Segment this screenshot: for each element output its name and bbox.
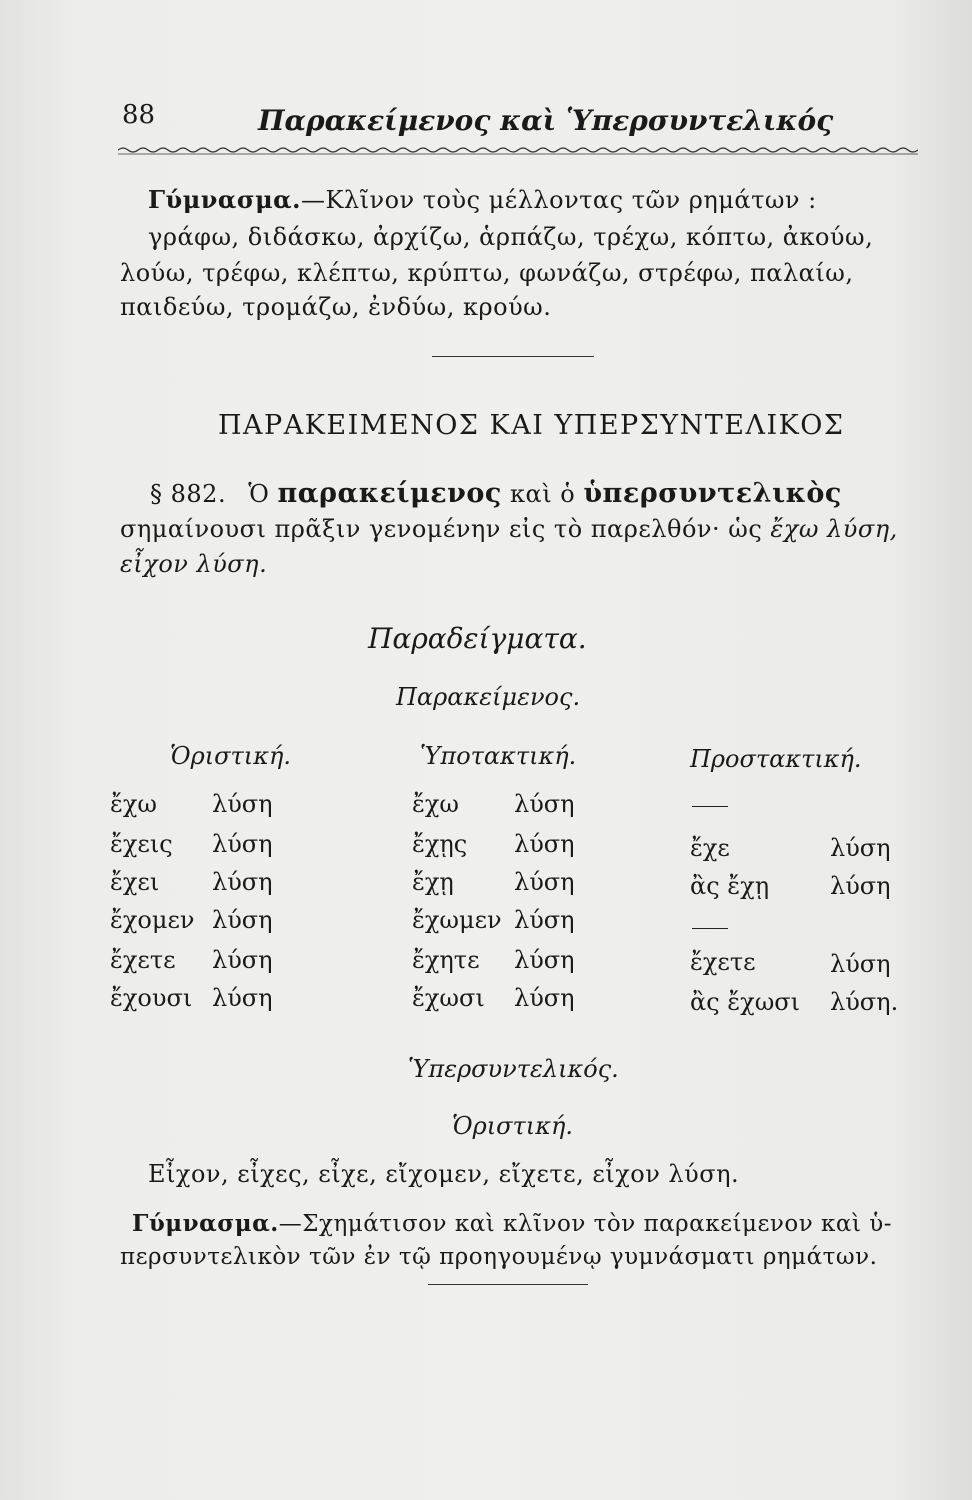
header-wavy-rule bbox=[118, 146, 918, 156]
imperative-row: ἂς ἔχωσι bbox=[690, 988, 801, 1016]
indicative-part: λύση bbox=[212, 906, 273, 934]
indicative-row: ἔχουσι bbox=[110, 984, 193, 1012]
indicative-row: ἔχω bbox=[110, 790, 157, 818]
paragraph-sign: § 882. bbox=[150, 480, 227, 508]
running-title: Παρακείμενος καὶ Ὑπερσυντελικός bbox=[258, 104, 834, 137]
example-pluperfect: εἶχον λύση. bbox=[120, 550, 268, 578]
imperative-part: λύση bbox=[830, 834, 891, 862]
exercise1-line2: γράφω, διδάσκω, ἀρχίζω, ἁρπάζω, τρέχω, κόπτω, ἀκούω, bbox=[148, 223, 874, 251]
subjunctive-part: λύση bbox=[514, 830, 575, 858]
subjunctive-part: λύση bbox=[514, 868, 575, 896]
perfect-title: Παρακείμενος. bbox=[396, 683, 581, 711]
column-imperative: Προστακτική. bbox=[690, 745, 862, 773]
subjunctive-row: ἔχητε bbox=[412, 946, 480, 974]
indicative-part: λύση bbox=[212, 830, 273, 858]
page-number: 88 bbox=[122, 100, 156, 130]
exercise1-line4: παιδεύω, τρομάζω, ἐνδύω, κρούω. bbox=[120, 293, 552, 321]
imperative-row: ἂς ἔχῃ bbox=[690, 872, 770, 900]
exercise2-line2: περσυντελικὸν τῶν ἐν τῷ προηγουμένῳ γυμνάσματι ρημάτων. bbox=[120, 1244, 878, 1270]
imperative-blank-dash bbox=[692, 806, 728, 807]
paragraph-882-line2: σημαίνουσι πρᾶξιν γενομένην εἰς τὸ παρελθόν· ὡς ἔχω λύση, bbox=[120, 515, 898, 543]
indicative-row: ἔχει bbox=[110, 868, 160, 896]
indicative-part: λύση bbox=[212, 790, 273, 818]
imperative-row: ἔχετε bbox=[690, 948, 756, 976]
subjunctive-row: ἔχῃς bbox=[412, 830, 468, 858]
end-divider bbox=[428, 1284, 588, 1285]
indicative-part: λύση bbox=[212, 946, 273, 974]
pluperfect-title: Ὑπερσυντελικός. bbox=[408, 1055, 619, 1083]
example-perfect: ἔχω λύση, bbox=[770, 515, 898, 543]
exercise1-line3: λούω, τρέφω, κλέπτω, κρύπτω, φωνάζω, στρέφω, παλαίω, bbox=[120, 259, 854, 287]
imperative-part: λύση. bbox=[830, 988, 899, 1016]
imperative-blank-dash bbox=[692, 928, 728, 929]
imperative-part: λύση bbox=[830, 950, 891, 978]
exercise2-line1: Γύμνασμα.—Σχημάτισον καὶ κλῖνον τὸν παρακείμενον καὶ ὑ- bbox=[132, 1210, 892, 1237]
indicative-part: λύση bbox=[212, 984, 273, 1012]
section-divider bbox=[432, 356, 594, 357]
imperative-row: ἔχε bbox=[690, 834, 730, 862]
subjunctive-part: λύση bbox=[514, 984, 575, 1012]
indicative-part: λύση bbox=[212, 868, 273, 896]
term-perfect: παρακείμενος bbox=[277, 478, 502, 509]
section-heading: ΠΑΡΑΚΕΙΜΕΝΟΣ ΚΑΙ ΥΠΕΡΣΥΝΤΕΛΙΚΟΣ bbox=[218, 410, 845, 441]
indicative-row: ἔχετε bbox=[110, 946, 176, 974]
pluperfect-forms: Εἶχον, εἶχες, εἶχε, εἴχομεν, εἴχετε, εἶχον λύση. bbox=[148, 1160, 740, 1188]
subjunctive-row: ἔχῃ bbox=[412, 868, 454, 896]
paragraph-882-line1: § 882. Ὁ παρακείμενος καὶ ὁ ὑπερσυντελικὸς bbox=[150, 478, 842, 509]
exercise2-label: Γύμνασμα. bbox=[132, 1210, 279, 1237]
exercise1-label: Γύμνασμα. bbox=[148, 185, 301, 214]
exercise1-line1: Γύμνασμα.—Κλῖνον τοὺς μέλλοντας τῶν ρημάτων : bbox=[148, 185, 817, 214]
indicative-row: ἔχεις bbox=[110, 830, 173, 858]
column-subjunctive: Ὑποτακτική. bbox=[420, 742, 577, 770]
examples-title: Παραδείγματα. bbox=[368, 622, 587, 655]
term-pluperfect: ὑπερσυντελικὸς bbox=[583, 478, 842, 509]
pluperfect-mood: Ὁριστική. bbox=[452, 1112, 573, 1140]
subjunctive-part: λύση bbox=[514, 790, 575, 818]
column-indicative: Ὁριστική. bbox=[170, 742, 291, 770]
subjunctive-row: ἔχωσι bbox=[412, 984, 485, 1012]
indicative-row: ἔχομεν bbox=[110, 906, 195, 934]
subjunctive-row: ἔχω bbox=[412, 790, 459, 818]
subjunctive-part: λύση bbox=[514, 946, 575, 974]
subjunctive-row: ἔχωμεν bbox=[412, 906, 502, 934]
imperative-part: λύση bbox=[830, 872, 891, 900]
subjunctive-part: λύση bbox=[514, 906, 575, 934]
